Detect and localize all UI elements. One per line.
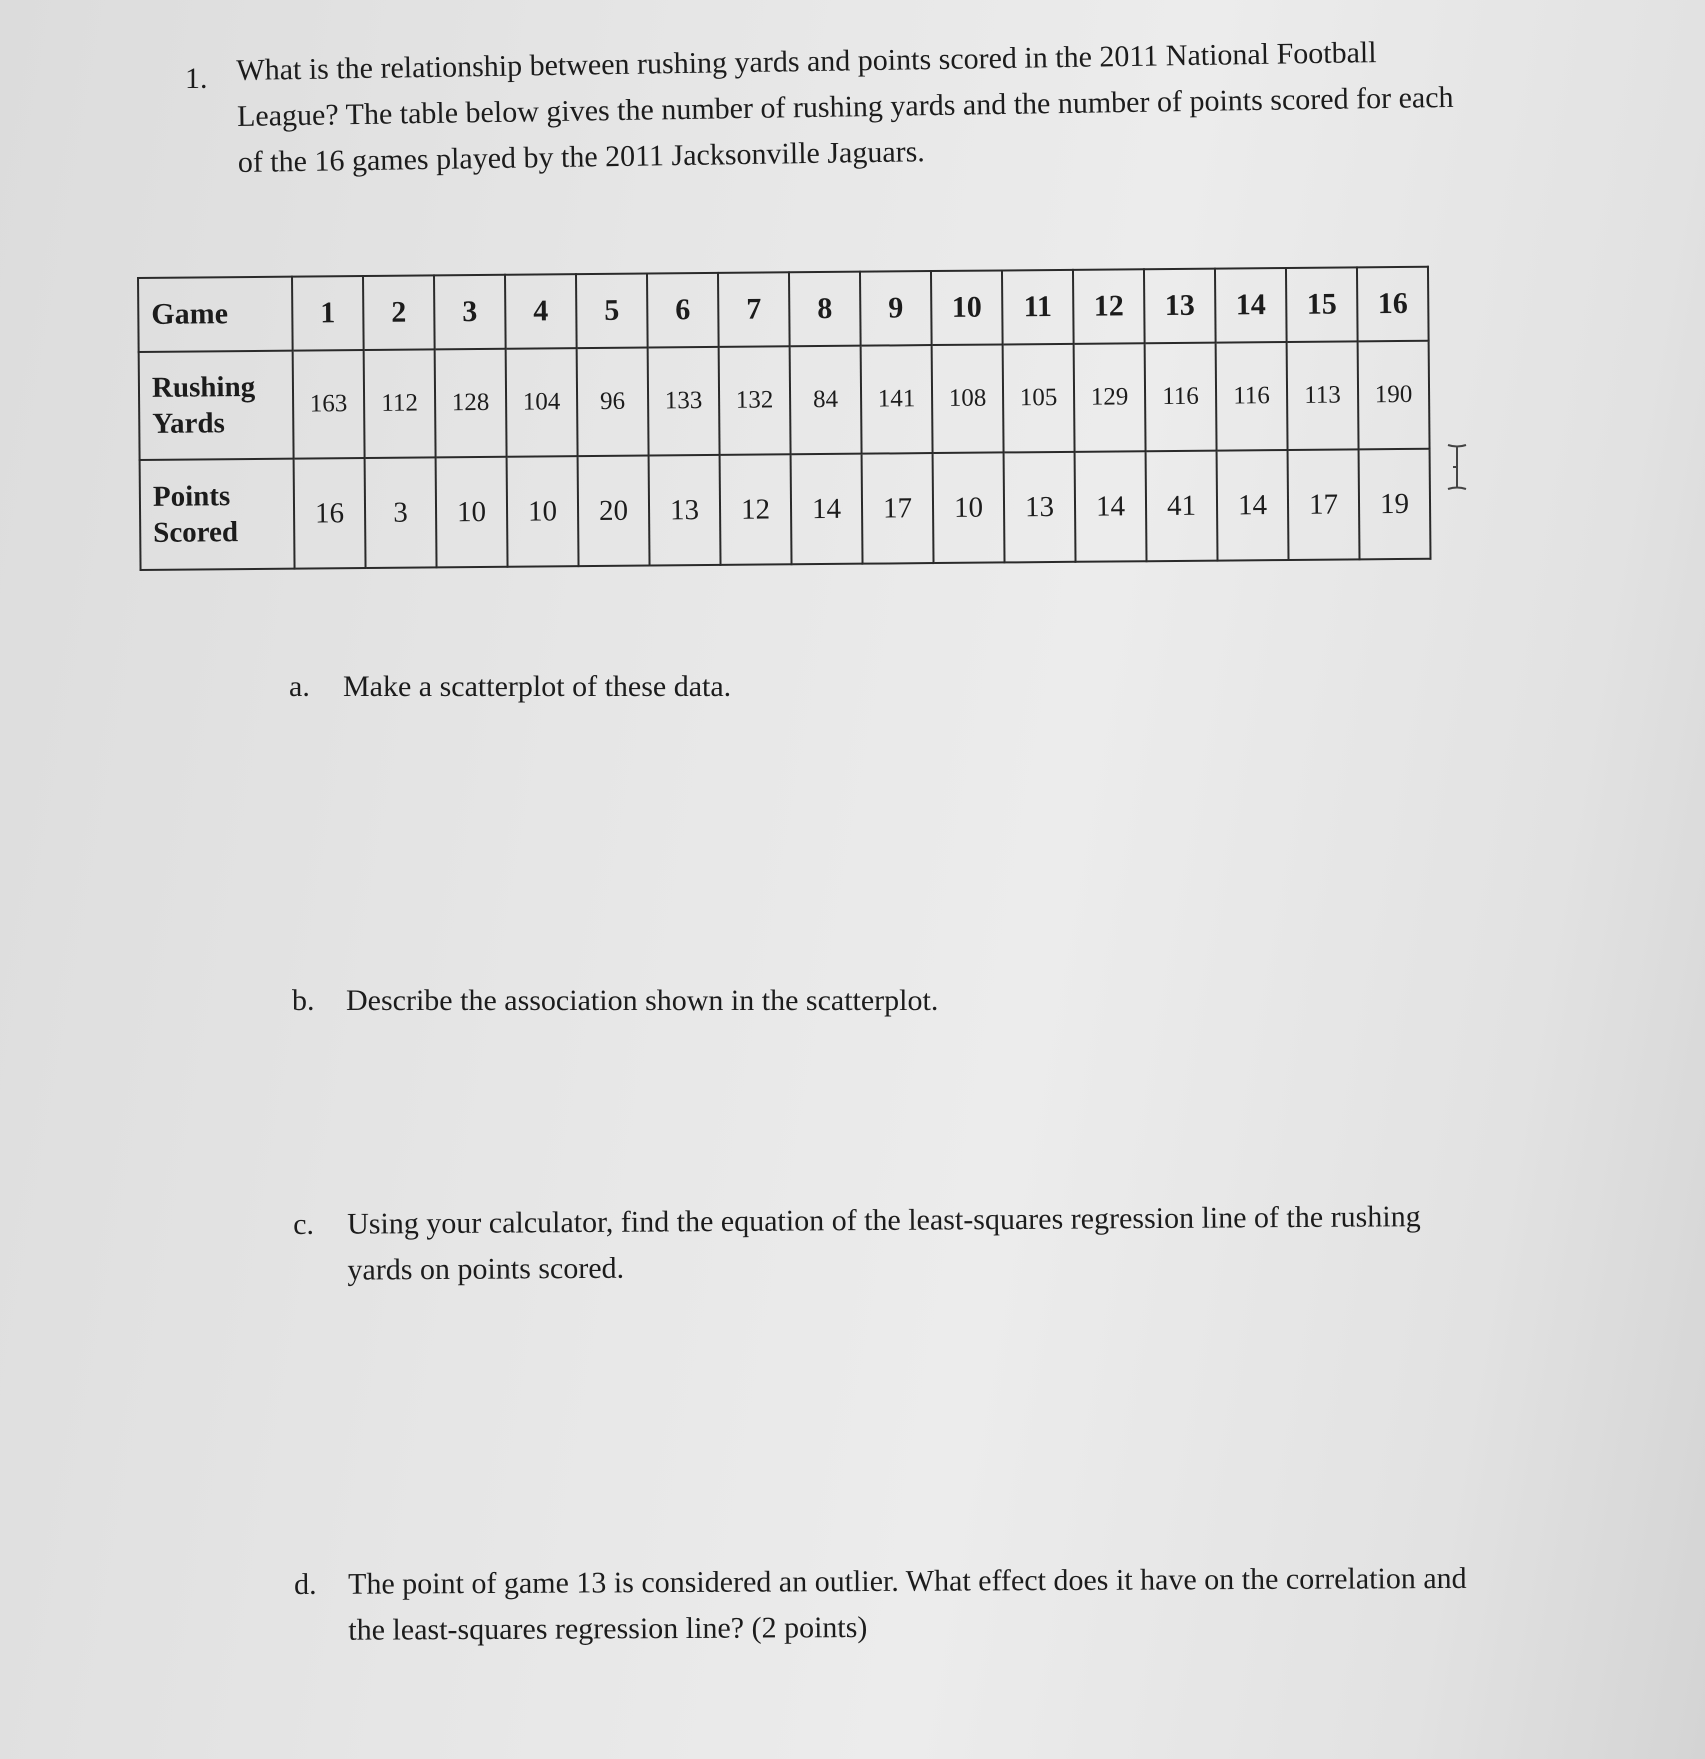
points-cell: 3: [365, 457, 437, 568]
part-a-text: Make a scatterplot of these data.: [343, 670, 732, 703]
rushing-label-line1: Rushing: [151, 370, 256, 404]
part-c: [293, 1194, 1493, 1287]
points-cell: 14: [1217, 450, 1289, 561]
game-cell: 2: [363, 275, 435, 350]
game-cell: 9: [860, 271, 932, 346]
part-d-letter: d.: [294, 1567, 317, 1601]
points-cell: 16: [294, 458, 366, 569]
rushing-cell: 96: [577, 348, 649, 457]
question-text: What is the relationship between rushing yards and points scored in the 2011 National Football League? The table below gives the number of rushing yards and the number of points scored for each of the 16 games played by the 2011 Jacksonville Jaguars.: [236, 36, 1454, 179]
rushing-cell: 163: [293, 350, 365, 459]
rushing-cell: 113: [1287, 341, 1359, 450]
game-cell: 10: [931, 270, 1003, 345]
game-cell: 5: [576, 274, 648, 349]
part-c-text: Using your calculator, find the equation of the least-squares regression line of the rushing yards on points scored.: [347, 1200, 1421, 1287]
table-row-points-scored: [140, 449, 1431, 570]
game-cell: 13: [1144, 269, 1216, 344]
rushing-cell: 104: [506, 348, 578, 457]
rushing-cell: 128: [435, 349, 507, 458]
points-label-line1: Points: [152, 480, 231, 513]
rushing-cell: 108: [932, 344, 1004, 453]
rushing-cell: 141: [861, 345, 933, 454]
game-cell: 15: [1286, 267, 1358, 342]
game-cell: 1: [292, 276, 364, 351]
points-cell: 19: [1359, 449, 1431, 560]
points-cell: 17: [862, 453, 934, 564]
game-cell: 11: [1002, 270, 1074, 345]
game-header: Game: [138, 277, 293, 352]
game-cell: 7: [718, 272, 790, 347]
rushing-cell: 112: [364, 349, 436, 458]
points-cell: 13: [649, 455, 721, 566]
rushing-cell: 132: [719, 346, 791, 455]
rushing-cell: 133: [648, 347, 720, 456]
game-cell: 3: [434, 275, 506, 350]
rushing-cell: 105: [1003, 344, 1075, 453]
text-cursor-icon: [1442, 442, 1472, 492]
part-c-letter: c.: [293, 1207, 315, 1241]
points-cell: 10: [436, 457, 508, 568]
points-cell: 14: [791, 454, 863, 565]
part-d: [294, 1556, 1494, 1647]
part-a-letter: a.: [289, 670, 310, 703]
points-cell: 12: [720, 454, 792, 565]
game-cell: 8: [789, 272, 861, 347]
points-cell: 10: [507, 456, 579, 567]
points-cell: 41: [1146, 451, 1218, 562]
table-row-game: [138, 267, 1429, 352]
points-cell: 10: [933, 452, 1005, 563]
rushing-label-line2: Yards: [152, 407, 225, 440]
part-d-text: The point of game 13 is considered an outlier. What effect does it have on the correlation and the least-squares regression line? (2 points): [348, 1561, 1467, 1647]
part-b-letter: b.: [292, 984, 315, 1017]
game-cell: 12: [1073, 269, 1145, 344]
points-scored-header: [140, 459, 295, 570]
points-cell: 14: [1075, 451, 1147, 562]
part-b-text: Describe the association shown in the scatterplot.: [346, 984, 939, 1017]
game-cell: 4: [505, 274, 577, 349]
table-row-rushing-yards: [139, 341, 1430, 460]
rushing-cell: 129: [1074, 343, 1146, 452]
game-cell: 6: [647, 273, 719, 348]
question-number: 1.: [185, 62, 208, 95]
points-cell: 17: [1288, 449, 1360, 560]
points-cell: 13: [1004, 452, 1076, 563]
points-cell: 20: [578, 456, 650, 567]
game-cell: 14: [1215, 268, 1287, 343]
rushing-yards-header: [139, 351, 294, 460]
rushing-cell: 190: [1358, 341, 1430, 450]
rushing-cell: 116: [1216, 342, 1288, 451]
game-cell: 16: [1357, 267, 1429, 342]
points-label-line2: Scored: [153, 516, 239, 549]
rushing-cell: 84: [790, 346, 862, 455]
data-table: [137, 266, 1432, 571]
rushing-cell: 116: [1145, 343, 1217, 452]
